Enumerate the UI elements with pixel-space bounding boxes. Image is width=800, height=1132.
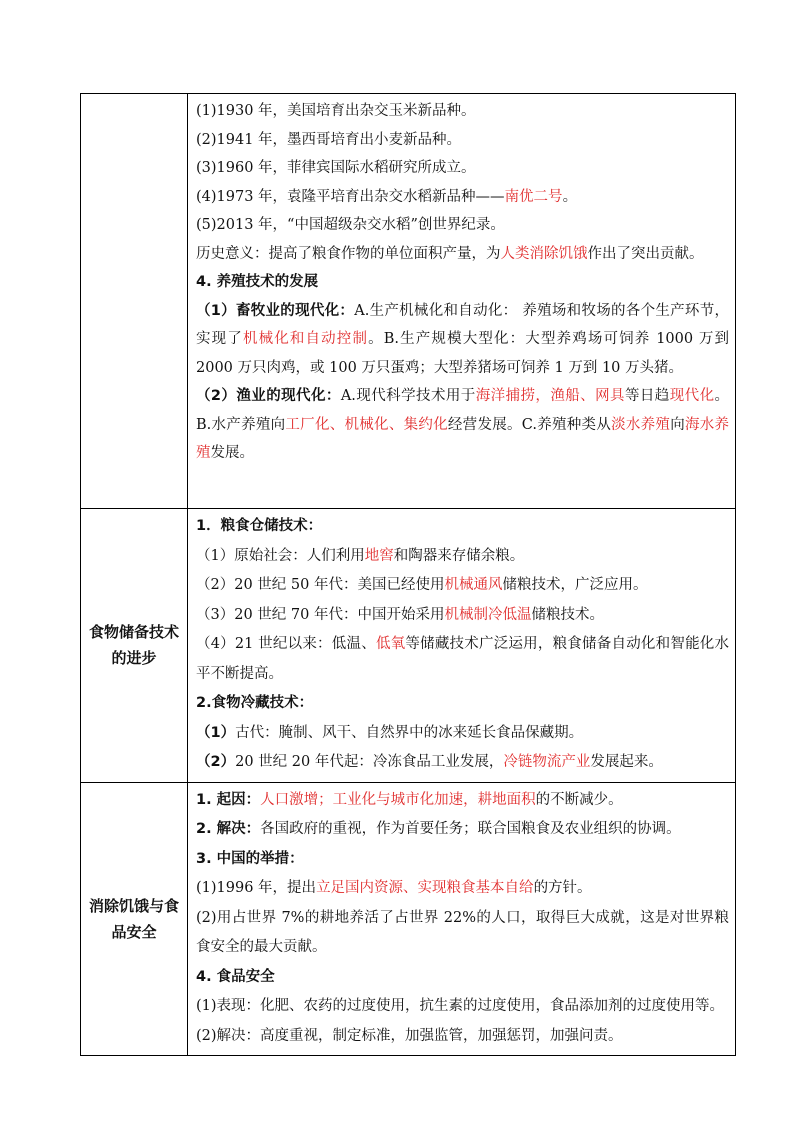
text-line bbox=[196, 963, 729, 993]
row-content bbox=[188, 782, 736, 1056]
text-line bbox=[196, 719, 729, 749]
text-segment: (3)1960 年，菲律宾国际水稻研究所成立。 bbox=[196, 160, 476, 176]
text-line bbox=[196, 815, 729, 845]
bold-text: （1）畜牧业的现代化： bbox=[196, 302, 355, 319]
bold-text: （2）渔业的现代化： bbox=[196, 388, 341, 404]
row-label-food-storage: 食物储备技术的进步 bbox=[81, 509, 188, 783]
bold-text: （2） bbox=[196, 754, 236, 770]
highlight-text: 人口激增；工业化与城市化加速，耕地面积 bbox=[260, 791, 536, 808]
text-segment: A.生产机械化和自动化： 养殖场和牧场的各个生产环节，实现了 bbox=[196, 302, 730, 347]
text-line bbox=[196, 512, 729, 542]
text-segment: (1)1930 年，美国培育出杂交玉米新品种。 bbox=[196, 103, 476, 119]
text-segment: （1）原始社会：人们利用 bbox=[196, 547, 365, 564]
text-segment: 和陶器来存储余粮。 bbox=[393, 547, 525, 564]
highlight-text: 工厂化、机械化、集约化 bbox=[285, 416, 448, 433]
highlight-text: 立足国内资源、实现粮食基本自给 bbox=[316, 880, 534, 896]
highlight-text: 机械通风 bbox=[444, 577, 503, 593]
text-line bbox=[196, 786, 729, 816]
text-segment: （3）20 世纪 70 年代：中国开始采用 bbox=[196, 606, 445, 623]
row-label-hunger-food-safety: 消除饥饿与食品安全 bbox=[81, 782, 188, 1056]
bold-text: 2.食物冷藏技术： bbox=[196, 695, 314, 711]
text-segment: 古代：腌制、风干、自然界中的冰来延长食品保藏期。 bbox=[235, 724, 584, 741]
text-segment: (1)表现：化肥、农药的过度使用，抗生素的过度使用，食品添加剂的过度使用等。 bbox=[196, 998, 725, 1014]
text-segment: 等储藏技术广泛运用，粮食储备自动化和智能化水平不断提高。 bbox=[196, 636, 730, 682]
text-line bbox=[196, 542, 729, 572]
text-line bbox=[196, 183, 729, 212]
text-line bbox=[196, 240, 729, 269]
bold-text: 3. 中国的举措： bbox=[196, 850, 304, 867]
text-line bbox=[196, 1022, 729, 1052]
text-line bbox=[196, 97, 729, 126]
text-line bbox=[196, 630, 729, 689]
text-segment: 储粮技术。 bbox=[531, 606, 604, 623]
table-row-breeding bbox=[81, 94, 736, 509]
text-segment: 。 bbox=[562, 188, 578, 205]
text-segment: 发展。 bbox=[210, 445, 254, 461]
text-line bbox=[196, 904, 729, 963]
highlight-text: 机械化和自动控制 bbox=[242, 331, 369, 347]
text-line bbox=[196, 211, 729, 240]
text-segment: 。B.生产规模大型化：大型养鸡场可饲养 1000 万到 2000 万只肉鸡，或 100 万只蛋鸡；大型养猪场可饲养 1 万到 10 万头猪。 bbox=[196, 331, 730, 376]
highlight-text: 人类消除饥饿 bbox=[500, 245, 588, 262]
text-segment: 20 世纪 20 年代起：冷冻食品工业发展， bbox=[235, 754, 504, 770]
text-segment: (4)1973 年，袁隆平培育出杂交水稻新品种—— bbox=[196, 188, 505, 205]
text-segment: 历史意义：提高了粮食作物的单位面积产量，为 bbox=[196, 245, 501, 262]
text-segment: （2）20 世纪 50 年代：美国已经使用 bbox=[196, 577, 445, 593]
text-line bbox=[196, 992, 729, 1022]
bold-text: 1．粮食仓储技术： bbox=[196, 518, 323, 534]
highlight-text: 海水养殖 bbox=[196, 416, 730, 461]
text-line bbox=[196, 571, 729, 601]
text-segment: 的不断减少。 bbox=[535, 791, 623, 808]
highlight-text: 现代化 bbox=[669, 388, 715, 404]
text-segment: (5)2013 年，“中国超级杂交水稻”创世界纪录。 bbox=[196, 217, 505, 233]
highlight-text: 低氧 bbox=[375, 636, 406, 652]
text-segment: (2)解决：高度重视，制定标准，加强监管，加强惩罚，加强问责。 bbox=[196, 1027, 623, 1044]
text-segment: 向 bbox=[670, 416, 685, 433]
row-content bbox=[188, 94, 736, 509]
highlight-text: 冷链物流产业 bbox=[503, 754, 591, 770]
highlight-text: 机械制冷低温 bbox=[444, 606, 532, 623]
text-segment: 储粮技术，广泛应用。 bbox=[502, 577, 648, 593]
text-segment: （4）21 世纪以来：低温、 bbox=[196, 636, 376, 652]
text-segment: 发展起来。 bbox=[590, 754, 663, 770]
text-segment: 各国政府的重视，作为首要任务；联合国粮食及农业组织的协调。 bbox=[260, 821, 681, 837]
text-line bbox=[196, 297, 729, 383]
text-line bbox=[196, 126, 729, 155]
text-segment: (1)1996 年，提出 bbox=[196, 880, 317, 896]
bold-text: （1） bbox=[196, 724, 236, 741]
bold-text: 2. 解决： bbox=[196, 821, 261, 837]
text-segment: (2)用占世界 7%的耕地养活了占世界 22%的人口，取得巨大成就，这是对世界粮食安全的最大贡献。 bbox=[196, 909, 729, 955]
text-line bbox=[196, 748, 729, 778]
highlight-text: 海洋捕捞，渔船、网具 bbox=[475, 388, 625, 404]
text-segment: 经营发展。C.养殖种类从 bbox=[447, 416, 612, 433]
bold-text: 1. 起因： bbox=[196, 791, 261, 808]
text-line bbox=[196, 874, 729, 904]
text-line bbox=[196, 268, 729, 297]
highlight-text: 南优二号 bbox=[504, 188, 563, 205]
text-line bbox=[196, 154, 729, 183]
table-row-food-storage bbox=[81, 509, 736, 783]
bold-text: 4. 食品安全 bbox=[196, 968, 275, 985]
text-segment: 等日趋 bbox=[624, 388, 670, 404]
text-line bbox=[196, 689, 729, 719]
notes-table bbox=[80, 93, 736, 1056]
row-label bbox=[81, 94, 188, 509]
highlight-text: 地窖 bbox=[364, 547, 394, 564]
text-line bbox=[196, 845, 729, 875]
text-segment: 作出了突出贡献。 bbox=[587, 245, 704, 262]
text-segment: 。B.水产养殖向 bbox=[196, 388, 730, 433]
text-segment: 的方针。 bbox=[533, 880, 592, 896]
highlight-text: 淡水养殖 bbox=[611, 416, 671, 433]
table-row-hunger-food-safety bbox=[81, 782, 736, 1056]
text-line bbox=[196, 601, 729, 631]
text-segment: (2)1941 年，墨西哥培育出小麦新品种。 bbox=[196, 131, 462, 148]
row-content bbox=[188, 509, 736, 783]
bold-text: 4. 养殖技术的发展 bbox=[196, 274, 319, 290]
text-line bbox=[196, 382, 729, 468]
text-segment: A.现代科学技术用于 bbox=[340, 388, 476, 404]
